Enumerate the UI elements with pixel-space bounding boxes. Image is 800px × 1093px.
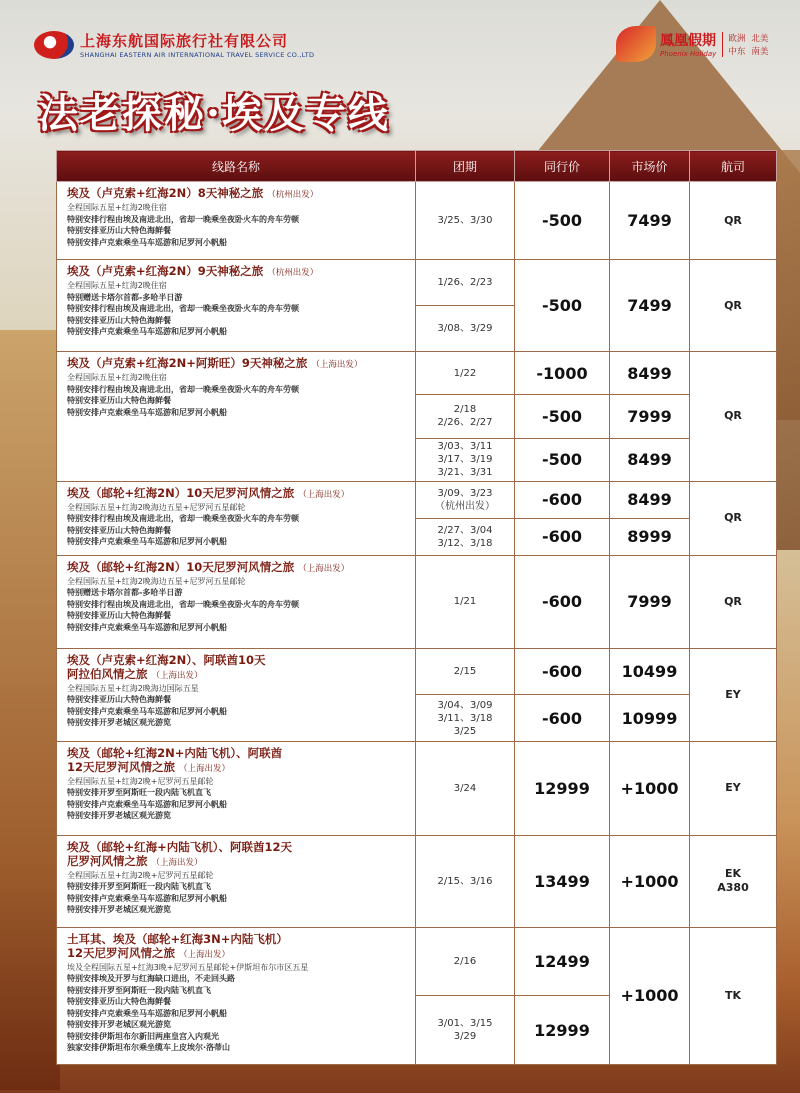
departure-city: （杭州出发）	[267, 268, 319, 278]
route-feature: 特别安排开罗至阿斯旺一段内陆飞机直飞	[67, 788, 211, 798]
departure-city: （上海出发）	[298, 489, 350, 500]
region-tag: 中东	[728, 46, 746, 57]
route-feature: 特别赠送卡塔尔首都-多哈半日游	[67, 292, 183, 302]
airline: QR	[690, 352, 777, 482]
peer-price: -500	[515, 438, 610, 481]
departure-dates: 3/01、3/15 3/29	[416, 996, 515, 1065]
column-header: 线路名称	[57, 151, 416, 182]
route-cell	[57, 741, 416, 835]
company-name-cn: 上海东航国际旅行社有限公司	[80, 32, 289, 50]
airline: EK A380	[690, 835, 777, 927]
peer-price: 13499	[515, 835, 610, 927]
route-feature: 特别安排卢克索乘坐马车巡游和尼罗河小帆船	[67, 799, 227, 809]
phoenix-logo-icon	[616, 26, 656, 62]
route-feature: 特别安排亚历山大特色海鲜餐	[67, 997, 171, 1007]
airline: QR	[690, 481, 777, 555]
airline: QR	[690, 260, 777, 352]
peer-price: -1000	[515, 352, 610, 395]
route-feature: 特别安排卢克索乘坐马车巡游和尼罗河小帆船	[67, 327, 227, 336]
itinerary-table	[56, 150, 777, 1065]
table-row	[57, 835, 777, 927]
route-feature: 特别安排亚历山大特色海鲜餐	[67, 611, 171, 621]
route-cell	[57, 481, 416, 555]
route-title: 埃及（卢克索+红海2N）9天神秘之旅 （杭州出发）	[67, 264, 319, 278]
table-row	[57, 648, 777, 695]
airline: EY	[690, 648, 777, 741]
peer-price: -600	[515, 518, 610, 555]
route-feature: 全程国际五星+红海2晚+尼罗河五星邮轮	[67, 776, 214, 786]
company-name-en: SHANGHAI EASTERN AIR INTERNATIONAL TRAVEL SERVICE CO.,LTD	[80, 51, 315, 59]
route-feature: 特别安排行程由埃及南进北出，省却一晚乘坐夜卧火车的舟车劳顿	[67, 214, 299, 224]
page-title: 法老探秘·埃及专线	[38, 90, 390, 137]
eastern-air-logo-icon	[34, 31, 74, 59]
peer-price: -600	[515, 695, 610, 742]
market-price: 8499	[610, 438, 690, 481]
route-feature: 特别安排卢克索乘坐马车巡游和尼罗河小帆船	[67, 622, 227, 632]
route-cell	[57, 555, 416, 648]
airline: QR	[690, 555, 777, 648]
peer-price: -500	[515, 182, 610, 260]
route-feature: 特别安排亚历山大特色海鲜餐	[67, 226, 171, 235]
region-tag: 北美	[751, 33, 769, 44]
departure-dates: 3/25、3/30	[416, 182, 515, 260]
route-feature: 特别安排卢克索乘坐马车巡游和尼罗河小帆船	[67, 1008, 227, 1018]
departure-city: （上海出发）	[179, 949, 231, 960]
table-row	[57, 481, 777, 518]
route-feature: 特别安排卢克索乘坐马车巡游和尼罗河小帆船	[67, 537, 227, 547]
departure-dates: 3/03、3/11 3/17、3/19 3/21、3/31	[416, 438, 515, 481]
airline: TK	[690, 927, 777, 1064]
peer-price: -600	[515, 481, 610, 518]
route-feature: 特别安排亚历山大特色海鲜餐	[67, 525, 171, 535]
route-feature: 特别安排伊斯坦布尔新旧两座皇宫入内观光	[67, 1031, 219, 1041]
route-feature: 特别安排卢克索乘坐马车巡游和尼罗河小帆船	[67, 407, 227, 417]
table-row	[57, 927, 777, 996]
partner-name-en: Phoenix Holiday	[660, 50, 717, 58]
region-tag: 南美	[751, 46, 769, 57]
route-feature: 特别安排开罗老城区观光游览	[67, 811, 171, 821]
departure-city: （杭州出发）	[267, 190, 319, 200]
route-title: 埃及（卢克索+红海2N）、阿联酋10天 阿拉伯风情之旅 （上海出发）	[67, 652, 266, 681]
departure-dates: 1/21	[416, 555, 515, 648]
departure-dates: 2/15、3/16	[416, 835, 515, 927]
departure-city: （上海出发）	[151, 670, 203, 681]
route-title: 埃及（卢克索+红海2N+阿斯旺）9天神秘之旅 （上海出发）	[67, 356, 363, 370]
route-title: 土耳其、埃及（邮轮+红海3N+内陆飞机） 12天尼罗河风情之旅 （上海出发）	[67, 931, 288, 960]
route-feature: 特别安排开罗至阿斯旺一段内陆飞机直飞	[67, 882, 211, 892]
route-cell	[57, 835, 416, 927]
departure-dates: 2/15	[416, 648, 515, 695]
table-row	[57, 260, 777, 306]
market-price: 8499	[610, 352, 690, 395]
departure-dates: 3/24	[416, 741, 515, 835]
route-feature: 全程国际五星+红海2晚住宿	[67, 373, 167, 382]
route-feature: 特别赠送卡塔尔首都-多哈半日游	[67, 588, 183, 598]
page-header	[0, 0, 800, 150]
route-feature: 特别安排行程由埃及南进北出，省却一晚乘坐夜卧火车的舟车劳顿	[67, 599, 299, 609]
departure-dates: 2/18 2/26、2/27	[416, 395, 515, 438]
company-logo	[34, 30, 314, 59]
region-tag: 欧洲	[728, 33, 746, 44]
market-price: 7499	[610, 260, 690, 352]
route-feature: 全程国际五星+红海2晚住宿	[67, 203, 167, 212]
table-row	[57, 555, 777, 648]
route-feature: 特别安排开罗老城区观光游览	[67, 718, 171, 728]
route-feature: 特别安排开罗老城区观光游览	[67, 905, 171, 915]
route-title: 埃及（邮轮+红海2N+内陆飞机）、阿联酋 12天尼罗河风情之旅 （上海出发）	[67, 745, 283, 774]
route-title: 埃及（邮轮+红海+内陆飞机）、阿联酋12天 尼罗河风情之旅 （上海出发）	[67, 839, 293, 868]
route-feature: 特别安排行程由埃及南进北出，省却一晚乘坐夜卧火车的舟车劳顿	[67, 514, 299, 524]
column-header: 团期	[416, 151, 515, 182]
departure-dates: 3/04、3/09 3/11、3/18 3/25	[416, 695, 515, 742]
route-cell	[57, 182, 416, 260]
route-cell	[57, 260, 416, 352]
route-feature: 特别安排卢克索乘坐马车巡游和尼罗河小帆船	[67, 706, 227, 716]
market-price: +1000	[610, 741, 690, 835]
route-cell	[57, 352, 416, 482]
route-feature: 独家安排伊斯坦布尔乘坐缆车上皮埃尔·洛蒂山	[67, 1043, 231, 1053]
departure-dates: 2/16	[416, 927, 515, 996]
column-header: 同行价	[515, 151, 610, 182]
route-feature: 全程国际五星+红海2晚海边五星+尼罗河五星邮轮	[67, 502, 246, 512]
route-feature: 特别安排开罗至阿斯旺一段内陆飞机直飞	[67, 985, 211, 995]
peer-price: -600	[515, 555, 610, 648]
partner-logo	[616, 26, 768, 62]
route-cell	[57, 927, 416, 1064]
route-feature: 特别安排行程由埃及南进北出，省却一晚乘坐夜卧火车的舟车劳顿	[67, 384, 299, 394]
table-row	[57, 741, 777, 835]
airline: EY	[690, 741, 777, 835]
route-feature: 全程国际五星+红海2晚+尼罗河五星邮轮	[67, 870, 214, 880]
route-feature: 特别安排亚历山大特色海鲜餐	[67, 396, 171, 405]
peer-price: -600	[515, 648, 610, 695]
departure-dates: 3/09、3/23 （杭州出发）	[416, 481, 515, 518]
route-feature: 全程国际五星+红海2晚海边五星+尼罗河五星邮轮	[67, 576, 246, 586]
departure-city: （上海出发）	[179, 763, 231, 774]
market-price: +1000	[610, 835, 690, 927]
peer-price: -500	[515, 260, 610, 352]
column-header: 市场价	[610, 151, 690, 182]
peer-price: 12999	[515, 741, 610, 835]
market-price: 10499	[610, 648, 690, 695]
departure-dates: 2/27、3/04 3/12、3/18	[416, 518, 515, 555]
departure-dates: 1/22	[416, 352, 515, 395]
route-title: 埃及（卢克索+红海2N）8天神秘之旅 （杭州出发）	[67, 186, 319, 200]
partner-name-cn: 鳳凰假期	[660, 33, 716, 49]
market-price: +1000	[610, 927, 690, 1064]
market-price: 10999	[610, 695, 690, 742]
airline: QR	[690, 182, 777, 260]
market-price: 8999	[610, 518, 690, 555]
market-price: 8499	[610, 481, 690, 518]
route-feature: 全程国际五星+红海2晚海边国际五星	[67, 683, 199, 693]
desert-dune-image	[0, 330, 60, 1090]
route-feature: 全程国际五星+红海2晚住宿	[67, 281, 167, 290]
route-title: 埃及（邮轮+红海2N）10天尼罗河风情之旅 （上海出发）	[67, 485, 350, 500]
peer-price: -500	[515, 395, 610, 438]
route-cell	[57, 648, 416, 741]
route-feature: 特别安排亚历山大特色海鲜餐	[67, 315, 171, 325]
market-price: 7999	[610, 555, 690, 648]
peer-price: 12499	[515, 927, 610, 996]
route-feature: 埃及全程国际五星+红海3晚+尼罗河五星邮轮+伊斯坦布尔市区五星	[67, 962, 309, 972]
market-price: 7999	[610, 395, 690, 438]
peer-price: 12999	[515, 996, 610, 1065]
table-row	[57, 352, 777, 395]
route-feature: 特别安排亚历山大特色海鲜餐	[67, 695, 171, 705]
route-feature: 特别安排卢克索乘坐马车巡游和尼罗河小帆船	[67, 893, 227, 903]
departure-dates: 3/08、3/29	[416, 306, 515, 352]
column-header: 航司	[690, 151, 777, 182]
route-feature: 特别安排卢克索乘坐马车巡游和尼罗河小帆船	[67, 237, 227, 247]
partner-region-tags	[722, 32, 768, 57]
route-title: 埃及（邮轮+红海2N）10天尼罗河风情之旅 （上海出发）	[67, 559, 350, 574]
departure-city: （上海出发）	[311, 360, 363, 370]
table-row	[57, 182, 777, 260]
route-feature: 特别安排行程由埃及南进北出，省却一晚乘坐夜卧火车的舟车劳顿	[67, 304, 299, 313]
departure-city: （上海出发）	[298, 563, 350, 574]
departure-dates: 1/26、2/23	[416, 260, 515, 306]
route-feature: 特别安排开罗老城区观光游览	[67, 1020, 171, 1030]
table-header-row	[57, 151, 777, 182]
route-feature: 特别安排埃及开罗与红海缺口进出，不走回头路	[67, 974, 235, 984]
departure-city: （上海出发）	[151, 857, 203, 868]
market-price: 7499	[610, 182, 690, 260]
